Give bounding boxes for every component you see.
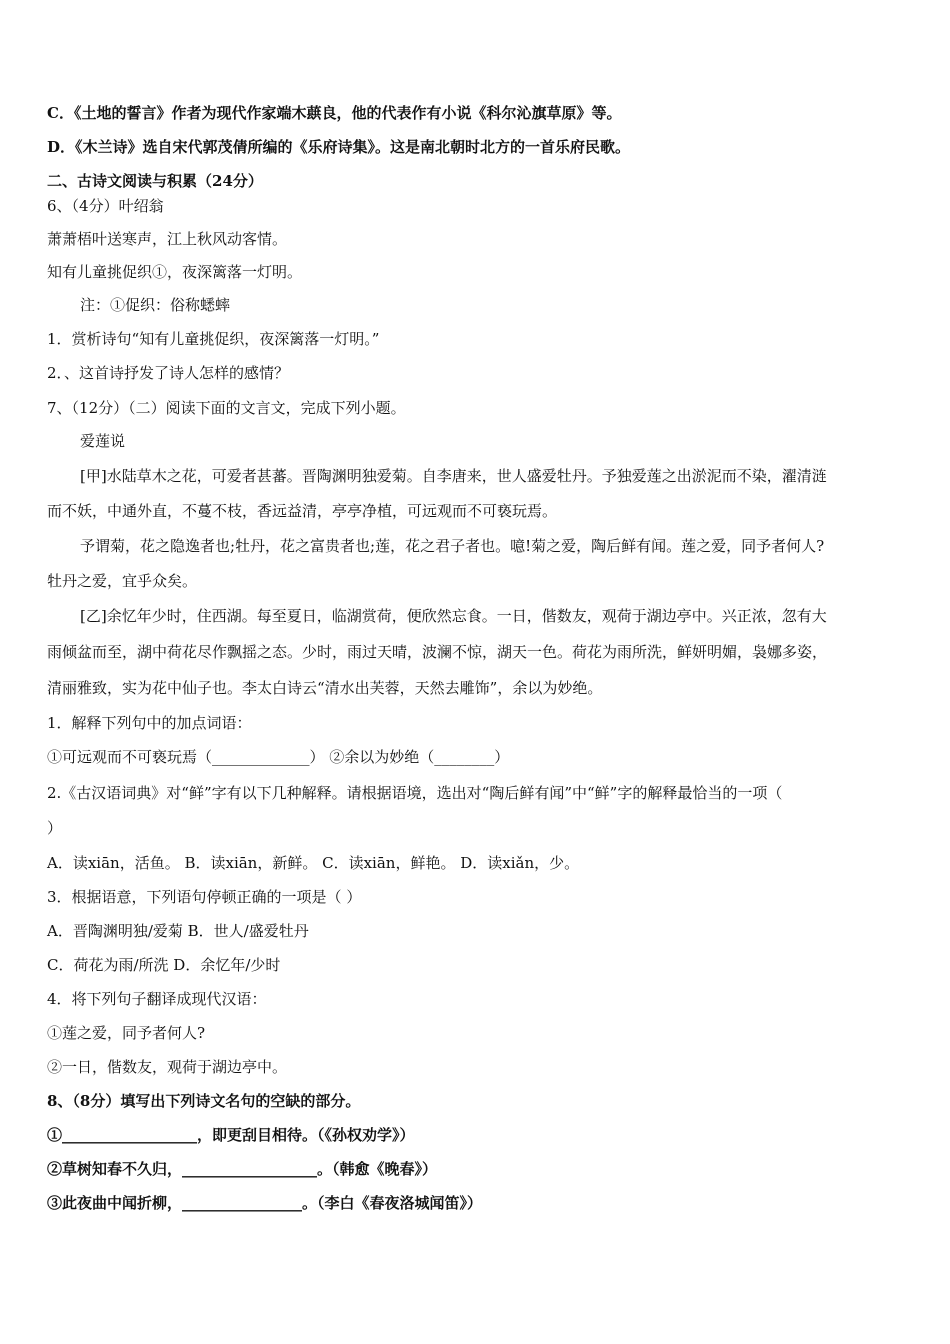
question-7-1: 1．解释下列句中的加点词语： — [47, 714, 252, 732]
question-7-4-b: ②一日，偕数友，观荷于湖边亭中。 — [47, 1058, 288, 1076]
passage-yi-line-1: [乙]余忆年少时，住西湖。每至夏日，临湖赏荷，便欣然忘食。一日，偕数友，观荷于湖边亭中。兴正浓，忽有大 — [80, 607, 827, 625]
passage-yi-line-3: 清丽雅致，实为花中仙子也。李太白诗云“清水出芙蓉，天然去雕饰”，余以为妙绝。 — [47, 679, 603, 697]
question-6-heading: 6、（4分）叶绍翁 — [47, 197, 164, 215]
passage-yi-line-2: 雨倾盆而至，湖中荷花尽作飘摇之态。少时，雨过天晴，波澜不惊，湖天一色。荷花为雨所洗，鲜妍明媚，袅娜多姿， — [47, 643, 828, 661]
passage-jia-line-1: [甲]水陆草木之花，可爱者甚蕃。晋陶渊明独爱菊。自李唐来，世人盛爱牡丹。予独爱莲之出淤泥而不染，濯清涟 — [80, 467, 827, 485]
option-d: D．《木兰诗》选自宋代郭茂倩所编的《乐府诗集》。这是南北朝时北方的一首乐府民歌。 — [47, 138, 631, 156]
option-c: C．《土地的誓言》作者为现代作家端木蕻良，他的代表作有小说《科尔沁旗草原》等。 — [47, 104, 622, 122]
question-7-2: 2.《古汉语词典》对“鲜”字有以下几种解释。请根据语境，选出对“陶后鲜有闻”中“鲜”字的解释最恰当的一项（ — [47, 784, 783, 802]
passage-jia-line-2: 而不妖，中通外直，不蔓不枝，香远益清，亭亭净植，可远观而不可亵玩焉。 — [47, 502, 558, 520]
poem-line-2: 知有儿童挑促织①，夜深篱落一灯明。 — [47, 263, 303, 281]
question-7-2-options: A．读xiān，活鱼。 B．读xiān，新鲜。 C．读xiān，鲜艳。 D．读xiǎn，少。 — [47, 854, 580, 872]
passage-jia-line-3: 予谓菊，花之隐逸者也;牡丹，花之富贵者也;莲，花之君子者也。噫!菊之爱，陶后鲜有闻。莲之爱，同予者何人? — [80, 537, 825, 555]
question-7-heading: 7、（12分）（二）阅读下面的文言文，完成下列小题。 — [47, 399, 406, 417]
question-7-2-close: ） — [47, 819, 63, 837]
question-6-1: 1．赏析诗句“知有儿童挑促织，夜深篱落一灯明。” — [47, 330, 380, 348]
passage-jia-line-4: 牡丹之爱，宜乎众矣。 — [47, 572, 198, 590]
question-7-1-items: ①可远观而不可亵玩焉（_____________） ②余以为妙绝（________） — [47, 748, 510, 766]
poem-line-1: 萧萧梧叶送寒声，江上秋风动客情。 — [47, 230, 288, 248]
essay-title: 爱莲说 — [80, 432, 126, 450]
question-7-3: 3．根据语意，下列语句停顿正确的一项是（ ） — [47, 888, 362, 906]
question-7-4: 4．将下列句子翻译成现代汉语： — [47, 990, 267, 1008]
question-8-heading: 8、（8分）填写出下列诗文名句的空缺的部分。 — [47, 1092, 361, 1110]
question-6-2: 2．、这首诗抒发了诗人怎样的感情？ — [47, 364, 290, 382]
poem-note: 注：①促织：俗称蟋蟀 — [80, 296, 231, 314]
question-8-2: ②草树知春不久归，__________________。（韩愈《晚春》） — [47, 1160, 438, 1178]
question-8-3: ③此夜曲中闻折柳，________________。（李白《春夜洛城闻笛》） — [47, 1194, 483, 1212]
question-7-3-options-cd: C．荷花为雨/所洗 D．余忆年/少时 — [47, 956, 281, 974]
question-7-3-options-ab: A．晋陶渊明独/爱菊 B．世人/盛爱牡丹 — [47, 922, 309, 940]
question-7-4-a: ①莲之爱，同予者何人? — [47, 1024, 206, 1042]
section-heading: 二、古诗文阅读与积累（24分） — [47, 172, 263, 190]
question-8-1: ①__________________，即更刮目相待。（《孙权劝学》） — [47, 1126, 415, 1144]
